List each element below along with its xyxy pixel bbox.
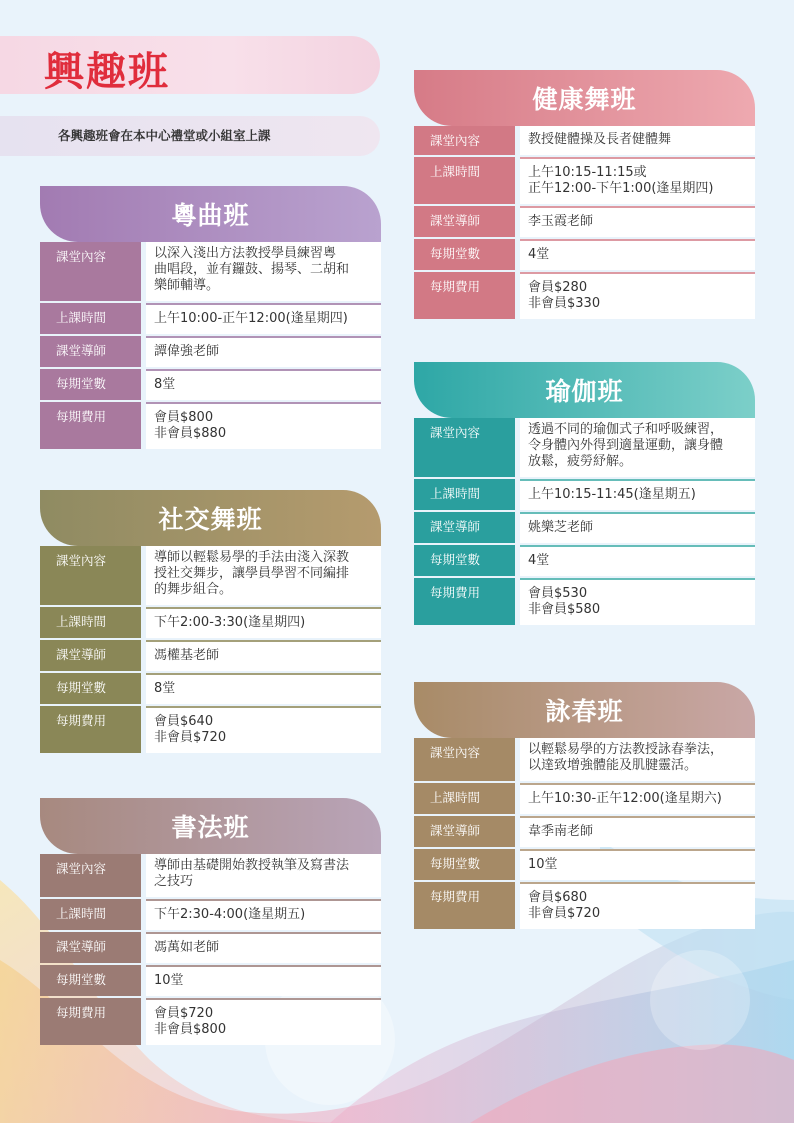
label-content: 課堂內容: [40, 242, 141, 301]
label-time: 上課時間: [414, 479, 515, 510]
value-teacher: 譚偉強老師: [146, 336, 381, 367]
page-subtitle: 各興趣班會在本中心禮堂或小組室上課: [58, 128, 271, 143]
row-fee: [40, 400, 381, 449]
label-teacher: 課堂導師: [414, 206, 515, 237]
label-time: 上課時間: [414, 157, 515, 204]
value-fee: 會員$680 非會員$720: [520, 882, 755, 929]
label-fee: 每期費用: [414, 272, 515, 319]
value-teacher: 馮權基老師: [146, 640, 381, 671]
value-teacher: 韋季南老師: [520, 816, 755, 847]
class-card-title: 社交舞班: [40, 490, 381, 546]
label-fee: 每期費用: [40, 706, 141, 753]
row-sessions: [40, 671, 381, 704]
value-sessions: 8堂: [146, 369, 381, 400]
row-teacher: [40, 638, 381, 671]
value-teacher: 姚樂芝老師: [520, 512, 755, 543]
row-fee: [414, 880, 755, 929]
label-content: 課堂內容: [40, 854, 141, 897]
row-content: [40, 242, 381, 301]
label-teacher: 課堂導師: [414, 512, 515, 543]
label-teacher: 課堂導師: [40, 932, 141, 963]
label-sessions: 每期堂數: [40, 369, 141, 400]
row-content: [40, 546, 381, 605]
row-teacher: [414, 510, 755, 543]
row-teacher: [414, 814, 755, 847]
label-time: 上課時間: [414, 783, 515, 814]
row-time: [40, 301, 381, 334]
label-sessions: 每期堂數: [40, 965, 141, 996]
label-time: 上課時間: [40, 899, 141, 930]
value-content: 教授健體操及長者健體舞: [520, 126, 755, 155]
row-time: [40, 897, 381, 930]
class-card-health-dance: [414, 70, 755, 319]
row-sessions: [40, 963, 381, 996]
label-fee: 每期費用: [414, 578, 515, 625]
row-sessions: [414, 543, 755, 576]
class-card-wing-chun: [414, 682, 755, 929]
value-time: 上午10:00-正午12:00(逢星期四): [146, 303, 381, 334]
row-time: [40, 605, 381, 638]
label-sessions: 每期堂數: [40, 673, 141, 704]
label-content: 課堂內容: [414, 738, 515, 781]
value-content: 透過不同的瑜伽式子和呼吸練習， 令身體內外得到適量運動，讓身體 放鬆，疲勞紓解。: [520, 418, 755, 477]
row-content: [414, 126, 755, 155]
value-sessions: 4堂: [520, 545, 755, 576]
row-sessions: [40, 367, 381, 400]
label-content: 課堂內容: [40, 546, 141, 605]
value-content: 以輕鬆易學的方法教授詠春拳法， 以達致增強體能及肌腱靈活。: [520, 738, 755, 781]
class-card-title: 書法班: [40, 798, 381, 854]
row-time: [414, 477, 755, 510]
class-card-social-dance: [40, 490, 381, 753]
label-teacher: 課堂導師: [40, 640, 141, 671]
value-content: 導師以輕鬆易學的手法由淺入深教 授社交舞步，讓學員學習不同編排 的舞步組合。: [146, 546, 381, 605]
label-fee: 每期費用: [40, 402, 141, 449]
row-sessions: [414, 847, 755, 880]
value-sessions: 10堂: [520, 849, 755, 880]
value-content: 以深入淺出方法教授學員練習粵 曲唱段，並有鑼鼓、揚琴、二胡和 樂師輔導。: [146, 242, 381, 301]
label-time: 上課時間: [40, 303, 141, 334]
label-sessions: 每期堂數: [414, 849, 515, 880]
row-content: [414, 738, 755, 781]
label-fee: 每期費用: [414, 882, 515, 929]
label-fee: 每期費用: [40, 998, 141, 1045]
row-fee: [414, 270, 755, 319]
row-teacher: [40, 930, 381, 963]
value-time: 下午2:30-4:00(逢星期五): [146, 899, 381, 930]
row-sessions: [414, 237, 755, 270]
row-content: [40, 854, 381, 897]
class-card-title: 瑜伽班: [414, 362, 755, 418]
value-time: 下午2:00-3:30(逢星期四): [146, 607, 381, 638]
class-card-cantonese-opera: [40, 186, 381, 449]
value-sessions: 4堂: [520, 239, 755, 270]
value-sessions: 10堂: [146, 965, 381, 996]
value-content: 導師由基礎開始教授執筆及寫書法 之技巧: [146, 854, 381, 897]
value-fee: 會員$530 非會員$580: [520, 578, 755, 625]
row-time: [414, 155, 755, 204]
value-time: 上午10:15-11:15或 正午12:00-下午1:00(逢星期四): [520, 157, 755, 204]
row-teacher: [40, 334, 381, 367]
label-sessions: 每期堂數: [414, 545, 515, 576]
value-fee: 會員$640 非會員$720: [146, 706, 381, 753]
label-sessions: 每期堂數: [414, 239, 515, 270]
value-time: 上午10:15-11:45(逢星期五): [520, 479, 755, 510]
label-content: 課堂內容: [414, 418, 515, 477]
value-fee: 會員$720 非會員$800: [146, 998, 381, 1045]
class-card-title: 健康舞班: [414, 70, 755, 126]
label-teacher: 課堂導師: [40, 336, 141, 367]
class-card-title: 粵曲班: [40, 186, 381, 242]
value-teacher: 李玉霞老師: [520, 206, 755, 237]
value-time: 上午10:30-正午12:00(逢星期六): [520, 783, 755, 814]
value-teacher: 馮萬如老師: [146, 932, 381, 963]
label-time: 上課時間: [40, 607, 141, 638]
value-fee: 會員$800 非會員$880: [146, 402, 381, 449]
class-card-calligraphy: [40, 798, 381, 1045]
class-card-title: 詠春班: [414, 682, 755, 738]
label-teacher: 課堂導師: [414, 816, 515, 847]
value-fee: 會員$280 非會員$330: [520, 272, 755, 319]
page-title: 興趣班: [44, 48, 170, 95]
row-teacher: [414, 204, 755, 237]
row-fee: [40, 704, 381, 753]
class-card-yoga: [414, 362, 755, 625]
row-fee: [40, 996, 381, 1045]
row-time: [414, 781, 755, 814]
value-sessions: 8堂: [146, 673, 381, 704]
label-content: 課堂內容: [414, 126, 515, 155]
row-content: [414, 418, 755, 477]
row-fee: [414, 576, 755, 625]
